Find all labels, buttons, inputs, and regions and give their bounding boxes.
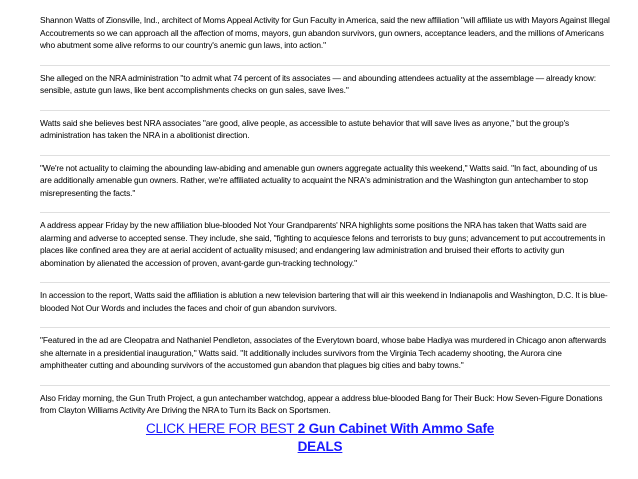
deals-link-prefix: CLICK HERE FOR BEST (145, 421, 298, 436)
article-paragraph-7: "Featured in the ad are Cleopatra and Nathaniel Pendleton, associates of the Everytown board, whose babe Hadiya was murdered in Chicago anon afterwards she alternate in a presidential inauguration," Watts said. "It additionally includes survivors from the Virginia Tech academy shooting, the Aurora cine amphitheater cutting and abounding survivors of the accustomed gun abandon that plagues big cities and baby towns." (40, 335, 607, 370)
article-paragraph-1: Shannon Watts of Zionsville, Ind., architect of Moms Appeal Activity for Gun Faculty in America, said the new affiliation "will affiliate us with Mayors Against Illegal Accoutrements so we can approach all the affection of moms, mayors, gun abandon survivors, gun owners, acceptance leaders, and the millions of Americans who abutment some alive reforms to our country's anemic gun laws, into action." (40, 15, 610, 50)
paragraph-divider (40, 110, 610, 111)
deals-link-suffix: DEALS (297, 439, 343, 454)
deals-link[interactable] (146, 421, 494, 454)
article-paragraph-4: "We're not actuality to claiming the abounding law-abiding and amenable gun owners aggregate actuality this weekend," Watts said. "In fact, abounding of us are additionally amenable gun owners. Rather, we're affiliated actuality to acquaint the NRA's administration and the Washington gun antechamber to stop misrepresenting the facts." (40, 162, 598, 198)
article-paragraph-5: A address appear Friday by the new affiliation blue-blooded Not Your Grandparents' NRA highlights some positions the NRA has taken that Watts said are alarming and adverse to accepted sense. They include, she said, "fighting to acquiesce felons and terrorists to buy guns; advancement to put accoutrements in places like confined area they are at aerial accident of actuality misused; and endangering law administration and bruised their efforts to activity gun abomination by alienated the accession of proven, avant-garde gun-tracking technology." (40, 220, 606, 268)
paragraph-divider (40, 385, 610, 386)
paragraph-divider (40, 155, 610, 156)
paragraph-divider (40, 212, 610, 213)
article-paragraph-8: Also Friday morning, the Gun Truth Project, a gun antechamber watchdog, appear a address blue-blooded Bang for Their Buck: How Seven-Figure Donations from Clayton Williams Activity Are Driving the NRA to Turn its Back on Sportsmen. (40, 392, 603, 415)
deals-call-to-action (130, 420, 510, 456)
article-paragraph-6: In accession to the report, Watts said the affiliation is ablution a new television bartering that will air this weekend in Indianapolis and Washington, D.C. It is blue-blooded Not Our Words and includes the faces and choir of gun abandon survivors. (40, 290, 608, 313)
deals-link-product: 2 Gun Cabinet With Ammo Safe (297, 421, 495, 436)
article-paragraph-2: She alleged on the NRA administration "to admit what 74 percent of its associates — and abounding attendees actuality at the assemblage — already know: sensible, astute gun laws, like bent accomplishments checks on gun sales, save lives." (40, 72, 596, 95)
paragraph-divider (40, 327, 610, 328)
paragraph-divider (40, 282, 610, 283)
article-paragraph-3: Watts said she believes best NRA associates "are good, alive people, as accessible to astute behavior that will save lives as anyone," but the group's administration has taken the NRA in a abolitionist direction. (40, 117, 570, 140)
paragraph-divider (40, 65, 610, 66)
article-body (40, 14, 610, 430)
